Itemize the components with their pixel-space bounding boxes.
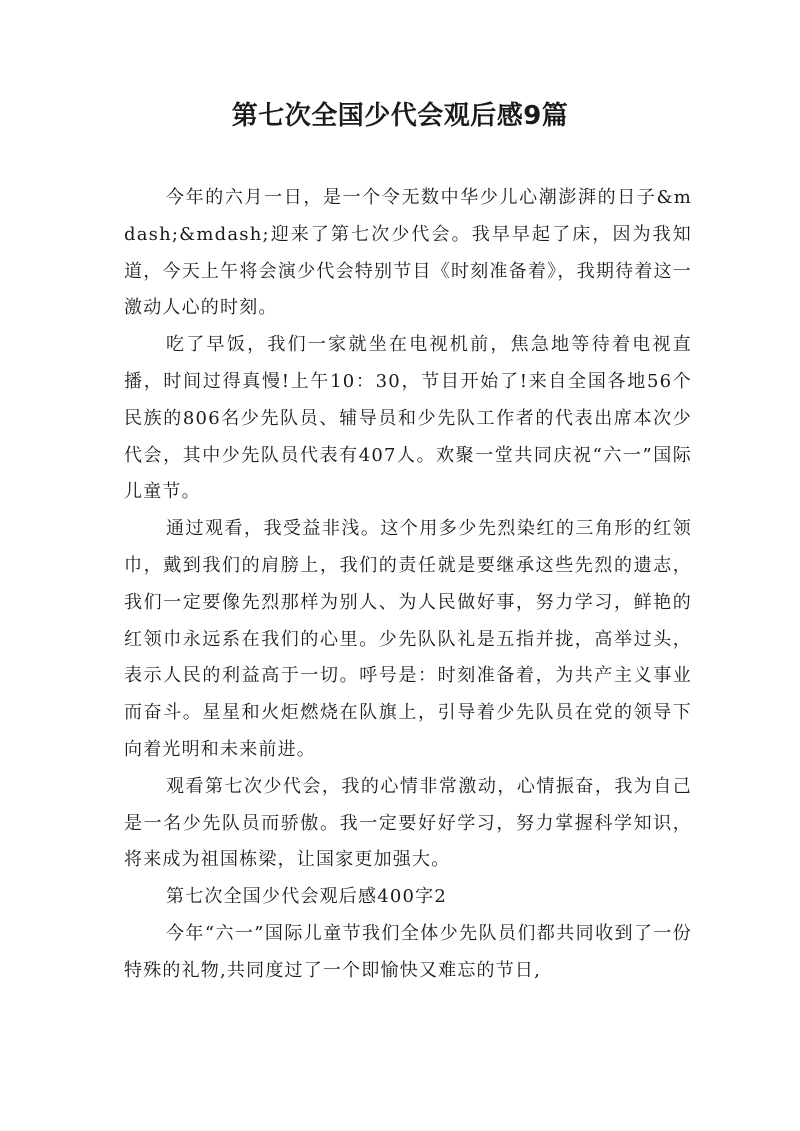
paragraph-2: 吃了早饭，我们一家就坐在电视机前，焦急地等待着电视直播，时间过得真慢!上午10：30，节目开始了!来自全国各地56个民族的806名少先队员、辅导员和少先队工作者的代表出席本次少代会，其中少先队员代表有407人。欢聚一堂共同庆祝“六一”国际儿童节。 [124,334,692,503]
document-body [124,180,692,990]
paragraph-3: 通过观看，我受益非浅。这个用多少先烈染红的三角形的红领巾，戴到我们的肩膀上，我们的责任就是要继承这些先烈的遗志，我们一定要像先烈那样为别人、为人民做好事，努力学习，鲜艳的红领巾永远系在我们的心里。少先队队礼是五指并拢，高举过头，表示人民的利益高于一切。呼号是：时刻准备着，为共产主义事业而奋斗。星星和火炬燃烧在队旗上，引导着少先队员在党的领导下向着光明和未来前进。 [124,518,692,760]
paragraph-1: 今年的六月一日，是一个令无数中华少儿心潮澎湃的日子&mdash;&mdash;迎来了第七次少代会。我早早起了床，因为我知道，今天上午将会演少代会特别节目《时刻准备着》，我期待着这一激动人心的时刻。 [124,187,692,319]
paragraph-4: 观看第七次少代会，我的心情非常激动，心情振奋，我为自己是一名少先队员而骄傲。我一定要好好学习，努力掌握科学知识，将来成为祖国栋梁，让国家更加强大。 [124,775,692,871]
section-heading-2: 第七次全国少代会观后感400字2 [166,886,448,908]
paragraph-5: 今年“六一”国际儿童节我们全体少先队员们都共同收到了一份特殊的礼物,共同度过了一个即愉快又难忘的节日, [124,922,692,981]
document-title: 第七次全国少代会观后感9篇 [231,101,569,131]
